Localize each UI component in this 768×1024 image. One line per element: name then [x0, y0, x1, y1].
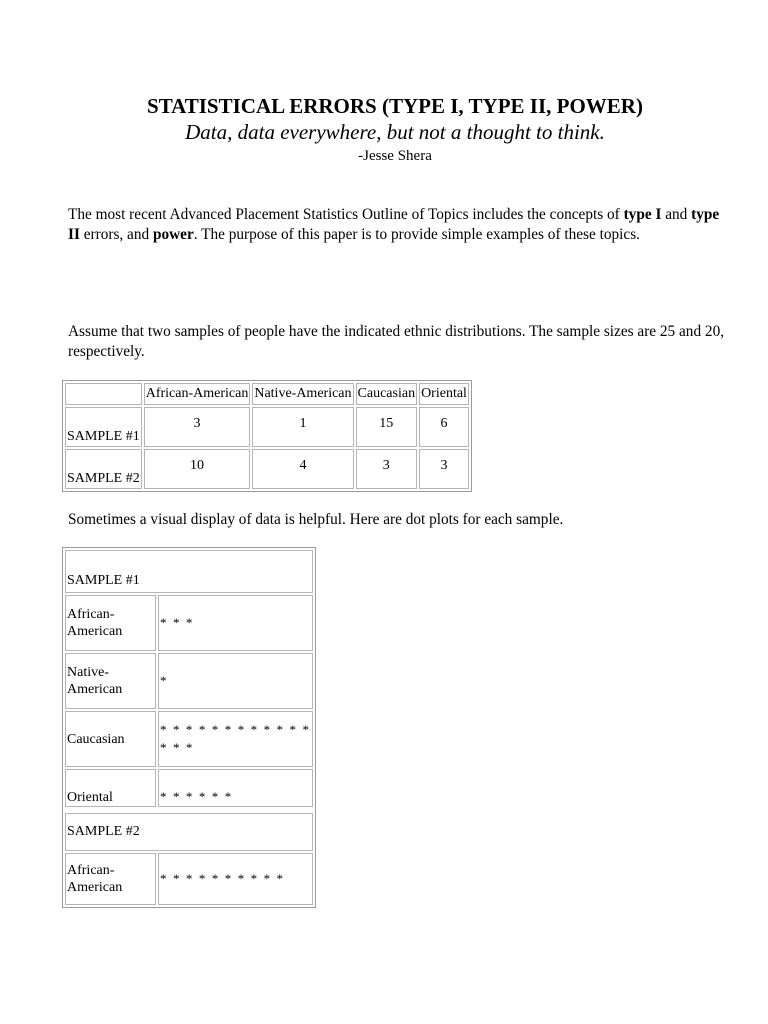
- row-label: SAMPLE #2: [65, 449, 142, 489]
- intro-text-2: and: [661, 206, 692, 223]
- dot-plot-stars: * * *: [158, 595, 313, 651]
- sample-1-title-row: [65, 550, 313, 593]
- dot-plot-label: Native-American: [65, 653, 156, 709]
- ethnic-distribution-table: [62, 380, 472, 492]
- dot-plot-label: African-American: [65, 595, 156, 651]
- sample-1-title: SAMPLE #1: [65, 550, 313, 593]
- intro-bold-type-i: type I: [623, 206, 662, 223]
- table-row: [65, 449, 469, 489]
- dot-plot-table: [62, 547, 316, 908]
- table-cell: 15: [356, 407, 418, 447]
- assume-paragraph: Assume that two samples of people have the indicated ethnic distributions. The sample sizes are 25 and 20, respectively.: [68, 323, 725, 360]
- table-header-cell: Native-American: [252, 383, 353, 405]
- page-title: STATISTICAL ERRORS (TYPE I, TYPE II, POWER): [147, 94, 643, 118]
- sample-2-title-row: [65, 813, 313, 851]
- table-cell: 1: [252, 407, 353, 447]
- quote: Data, data everywhere, but not a thought to think.: [185, 120, 605, 144]
- dot-plot-stars: * * * * * * * * * *: [158, 853, 313, 905]
- visual-paragraph: Sometimes a visual display of data is helpful. Here are dot plots for each sample.: [68, 511, 564, 528]
- row-label: SAMPLE #1: [65, 407, 142, 447]
- table-header-cell: [65, 383, 142, 405]
- intro-bold-type-ii: type II: [68, 206, 720, 243]
- table-header-cell: Oriental: [419, 383, 469, 405]
- intro-text-3: errors, and: [79, 226, 153, 243]
- separator-cell: [65, 809, 313, 811]
- dot-plot-stars: * * * * * *: [158, 769, 313, 807]
- intro-bold-power: power: [152, 226, 194, 243]
- table-header-row: [65, 383, 469, 405]
- table-cell: 4: [252, 449, 353, 489]
- dot-plot-row: [65, 711, 313, 767]
- table-cell: 3: [419, 449, 469, 489]
- dot-plot-stars: * * * * * * * * * * * * * * *: [158, 711, 313, 767]
- table-header-cell: African-American: [144, 383, 251, 405]
- table-cell: 3: [144, 407, 251, 447]
- dot-plot-row: [65, 769, 313, 807]
- table-cell: 6: [419, 407, 469, 447]
- intro-text-1: The most recent Advanced Placement Statistics Outline of Topics includes the concepts of: [68, 206, 624, 223]
- dot-plot-label: Oriental: [65, 769, 156, 807]
- table-row: [65, 407, 469, 447]
- table-header-cell: Caucasian: [356, 383, 418, 405]
- intro-paragraph: [68, 205, 728, 245]
- dot-plot-stars: *: [158, 653, 313, 709]
- intro-text-4: . The purpose of this paper is to provide simple examples of these topics.: [193, 226, 640, 243]
- dot-plot-row: [65, 595, 313, 651]
- quote-attribution: -Jesse Shera: [358, 148, 432, 164]
- dot-plot-label: African-American: [65, 853, 156, 905]
- table-cell: 3: [356, 449, 418, 489]
- dot-plot-label: Caucasian: [65, 711, 156, 767]
- sample-separator: [65, 809, 313, 811]
- sample-2-title: SAMPLE #2: [65, 813, 313, 851]
- dot-plot-row: [65, 853, 313, 905]
- table-cell: 10: [144, 449, 251, 489]
- dot-plot-row: [65, 653, 313, 709]
